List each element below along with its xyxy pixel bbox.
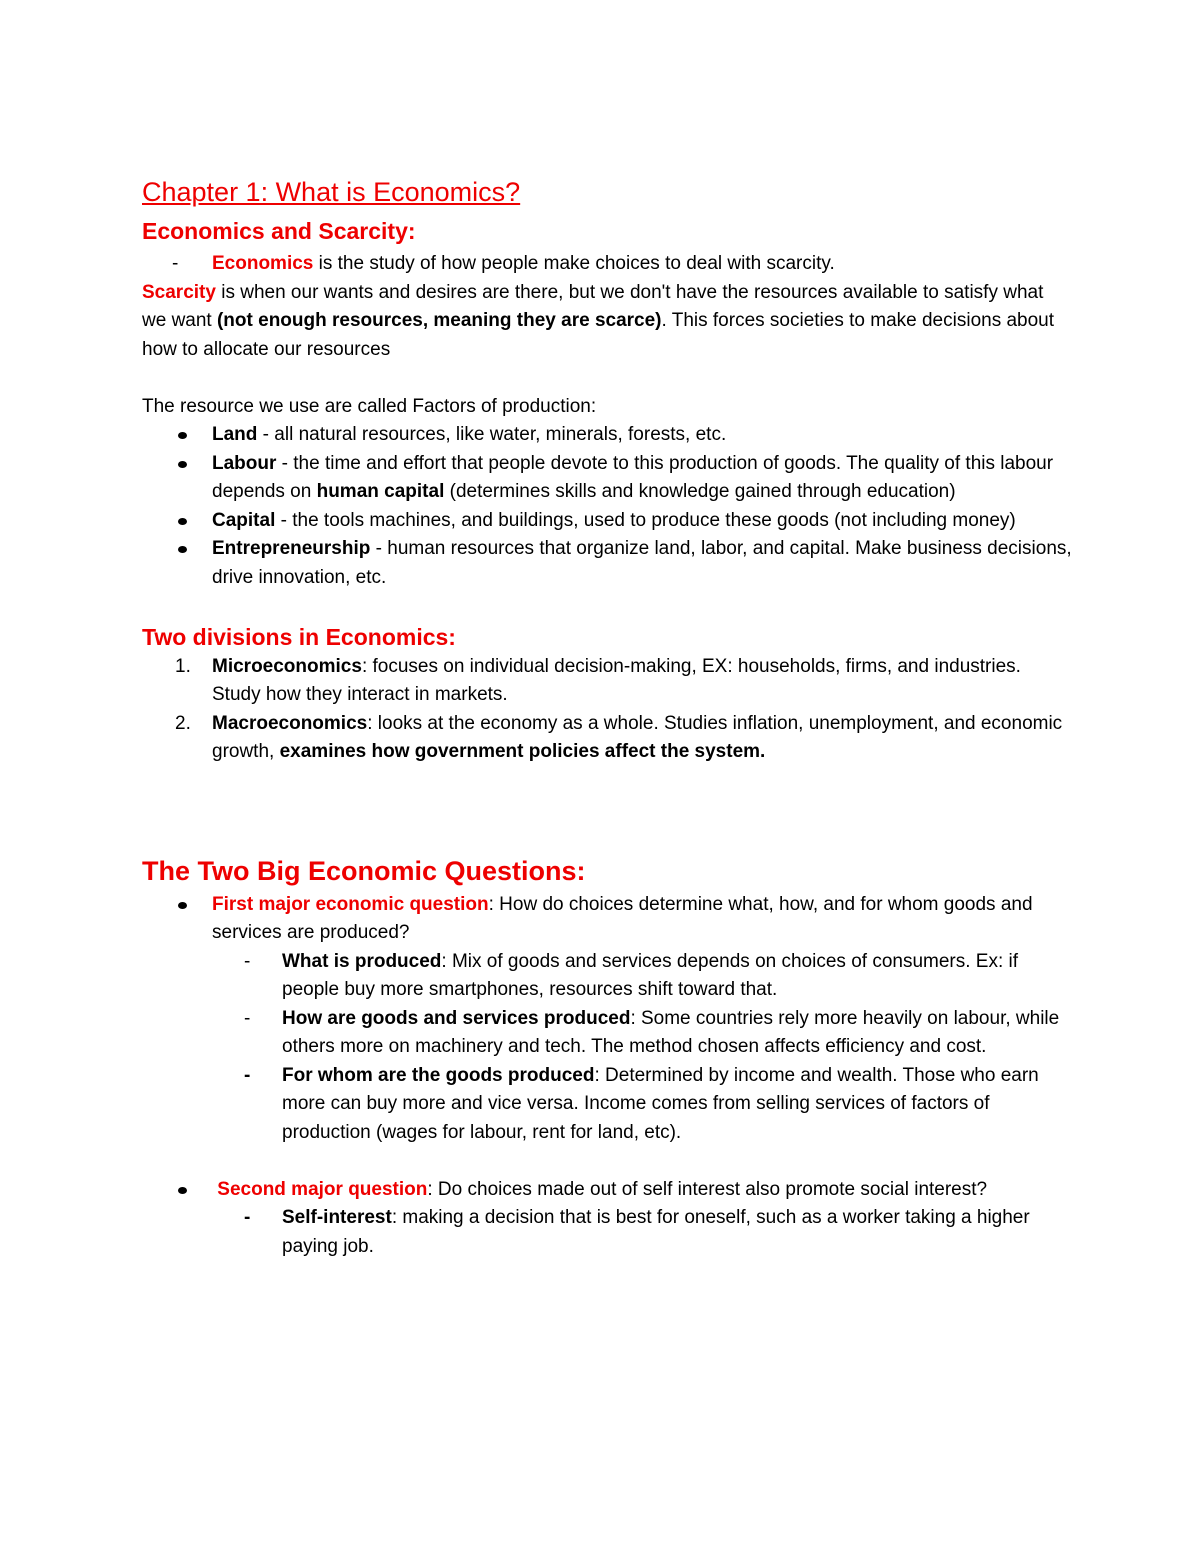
dash-marker: -: [244, 1207, 251, 1228]
document-content: [142, 172, 1072, 1261]
list-item: [142, 1204, 1072, 1261]
list-item: [142, 891, 1072, 948]
sub-text: : Some countries rely more heavily on labour, while others more on machinery and tech. The method chosen affects efficiency and cost.: [282, 1007, 1060, 1057]
bullet-icon: [178, 518, 187, 525]
dash-marker: -: [244, 1007, 251, 1029]
list-item: [142, 421, 1072, 450]
question-term: First major economic question: [212, 893, 489, 915]
list-item: [142, 450, 1072, 507]
question-text: : Do choices made out of self interest also promote social interest?: [427, 1178, 988, 1200]
sub-term: What is produced: [282, 950, 442, 972]
chapter-title: Chapter 1: What is Economics?: [142, 177, 521, 207]
bullet-icon: [178, 902, 187, 909]
factor-text: - all natural resources, like water, minerals, forests, etc.: [257, 424, 727, 445]
factor-term: Entrepreneurship: [212, 538, 371, 559]
factor-text: - the tools machines, and buildings, used to produce these goods (not including money): [275, 509, 1016, 531]
bullet-icon: [178, 1187, 187, 1194]
section-heading-divisions: Two divisions in Economics:: [142, 623, 456, 650]
factor-term: Land: [212, 424, 258, 445]
scarcity-paragraph: [142, 279, 1072, 365]
sub-term: For whom are the goods produced: [282, 1064, 595, 1086]
factors-intro: The resource we use are called Factors of production:: [142, 395, 597, 417]
dash-marker: -: [244, 1064, 251, 1086]
list-item: [142, 653, 1072, 710]
list-item: [142, 535, 1072, 592]
definition-list: [142, 250, 1072, 279]
list-item: [142, 1176, 1072, 1205]
list-number: 2.: [175, 712, 191, 734]
scarcity-text: is when our wants and desires are there, but we don't have the resources available to satisfy what we want: [142, 281, 1044, 331]
factors-list: [142, 421, 1072, 592]
question-sublist-2: [142, 1204, 1072, 1261]
division-term: Macroeconomics: [212, 712, 368, 734]
factor-tail: (determines skills and knowledge gained through education): [444, 481, 956, 502]
scarcity-tail: . This forces societies to make decisions about how to allocate our resources: [142, 310, 1055, 360]
questions-list-2: [142, 1176, 1072, 1205]
factor-term: Labour: [212, 452, 277, 474]
division-term: Microeconomics: [212, 655, 362, 677]
list-item: [142, 507, 1072, 536]
bullet-icon: [178, 546, 187, 553]
term-economics: Economics: [212, 253, 314, 274]
dash-marker: -: [244, 950, 251, 972]
divisions-list: [142, 653, 1072, 767]
sub-text: : Mix of goods and services depends on choices of consumers. Ex: if people buy more smartphones, resources shift toward that.: [282, 950, 1019, 1000]
division-text: : focuses on individual decision-making, EX: households, firms, and industries. Study how they interact in markets.: [212, 655, 1021, 705]
factor-text: - the time and effort that people devote to this production of goods. The quality of this labour depends on: [212, 452, 1054, 502]
bullet-icon: [178, 432, 187, 439]
question-text: : How do choices determine what, how, and for whom goods and services are produced?: [212, 893, 1033, 943]
questions-list: [142, 891, 1072, 948]
question-term: Second major question: [212, 1178, 428, 1200]
scarcity-emphasis: (not enough resources, meaning they are scarce): [216, 310, 662, 331]
sub-term: How are goods and services produced: [282, 1007, 631, 1029]
list-item: [142, 250, 1072, 279]
list-number: 1.: [175, 655, 191, 677]
sub-term: Self-interest: [282, 1207, 392, 1228]
list-item: [142, 948, 1072, 1005]
sub-text: : making a decision that is best for oneself, such as a worker taking a higher paying job.: [282, 1207, 1030, 1257]
question-sublist: [142, 948, 1072, 1148]
factor-term: Capital: [212, 509, 276, 531]
definition-text: is the study of how people make choices to deal with scarcity.: [313, 253, 835, 274]
list-item: [142, 1005, 1072, 1062]
list-item: [142, 1062, 1072, 1148]
bullet-icon: [178, 461, 187, 468]
sub-text: : Determined by income and wealth. Those who earn more can buy more and vice versa. Income comes from selling services of factors of production (wages for labour, rent for land, etc).: [282, 1064, 1039, 1143]
factor-text: - human resources that organize land, labor, and capital. Make business decisions, drive innovation, etc.: [212, 538, 1072, 588]
term-scarcity: Scarcity: [142, 281, 216, 303]
dash-marker: -: [172, 253, 179, 274]
section-heading-questions: The Two Big Economic Questions:: [142, 855, 586, 886]
list-item: [142, 710, 1072, 767]
section-heading-scarcity: Economics and Scarcity:: [142, 218, 416, 244]
factor-emphasis: human capital: [316, 481, 445, 502]
division-text: : looks at the economy as a whole. Studies inflation, unemployment, and economic growth,: [212, 712, 1063, 762]
division-emphasis: examines how government policies affect the system.: [279, 741, 766, 762]
